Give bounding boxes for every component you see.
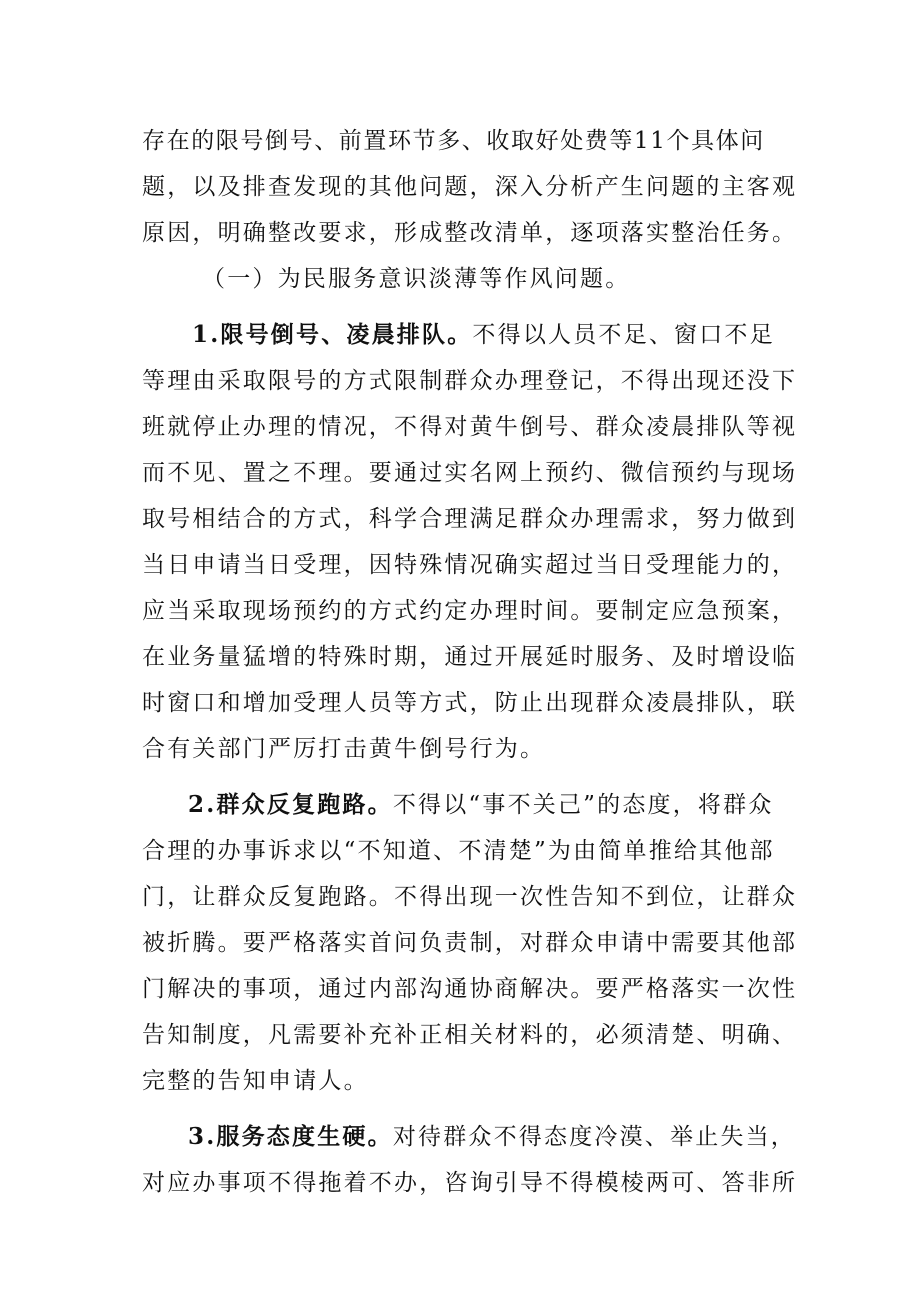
item-1-title: 1.限号倒号、凌晨排队。 <box>192 321 473 348</box>
item-2-line: 告知制度，凡需要补充补正相关材料的，必须清楚、明确、 <box>142 1022 798 1048</box>
item-1-line: 而不见、置之不理。要通过实名网上预约、微信预约与现场 <box>142 460 798 486</box>
document-body <box>142 118 798 1206</box>
item-2-title: 2.群众反复跑路。 <box>188 791 393 818</box>
item-1-line: 取号相结合的方式，科学合理满足群众办理需求，努力做到 <box>142 506 798 532</box>
intro-paragraph <box>142 118 798 256</box>
item-2-line: 门解决的事项，通过内部沟通协商解决。要严格落实一次性 <box>142 976 798 1002</box>
item-2-first-line <box>142 782 787 828</box>
item-1-paragraph <box>142 312 798 772</box>
item-3-line: 对应办事项不得拖着不办，咨询引导不得模棱两可、答非所 <box>142 1170 798 1196</box>
item-1-line: 在业务量猛增的特殊时期，通过开展延时服务、及时增设临 <box>142 644 798 670</box>
item-2-line: 完整的告知申请人。 <box>142 1068 369 1094</box>
intro-line: 存在的限号倒号、前置环节多、收取好处费等11个具体问 <box>142 128 765 154</box>
item-1-line: 当日申请当日受理，因特殊情况确实超过当日受理能力的， <box>142 552 798 578</box>
item-3-title: 3.服务态度生硬。 <box>188 1123 393 1150</box>
item-3-paragraph <box>142 1114 798 1206</box>
item-1-line: 合有关部门严厉打击黄牛倒号行为。 <box>142 736 546 762</box>
item-1-line: 应当采取现场预约的方式约定办理时间。要制定应急预案， <box>142 598 798 624</box>
item-3-first-line <box>142 1114 797 1160</box>
section-heading: （一）为民服务意识淡薄等作风问题。 <box>202 266 631 292</box>
item-1-line: 时窗口和增加受理人员等方式，防止出现群众凌晨排队，联 <box>142 690 798 716</box>
item-1-line: 班就停止办理的情况，不得对黄牛倒号、群众凌晨排队等视 <box>142 414 798 440</box>
intro-line: 原因，明确整改要求，形成整改清单，逐项落实整治任务。 <box>142 220 798 246</box>
item-2-paragraph <box>142 782 798 1104</box>
item-1-first-line <box>142 312 787 358</box>
item-1-line: 等理由采取限号的方式限制群众办理登记，不得出现还没下 <box>142 368 798 394</box>
item-2-first-line-text: 不得以“事不关己”的态度，将群众 <box>392 792 774 818</box>
intro-line: 题，以及排查发现的其他问题，深入分析产生问题的主客观 <box>142 174 798 200</box>
item-2-line: 被折腾。要严格落实首问负责制，对群众申请中需要其他部 <box>142 930 798 956</box>
item-1-first-line-text: 不得以人员不足、窗口不足 <box>472 322 775 348</box>
item-2-line: 合理的办事诉求以“不知道、不清楚”为由简单推给其他部 <box>142 838 775 864</box>
item-3-first-line-text: 对待群众不得态度冷漠、举止失当， <box>392 1124 797 1150</box>
item-2-line: 门，让群众反复跑路。不得出现一次性告知不到位，让群众 <box>142 884 798 910</box>
